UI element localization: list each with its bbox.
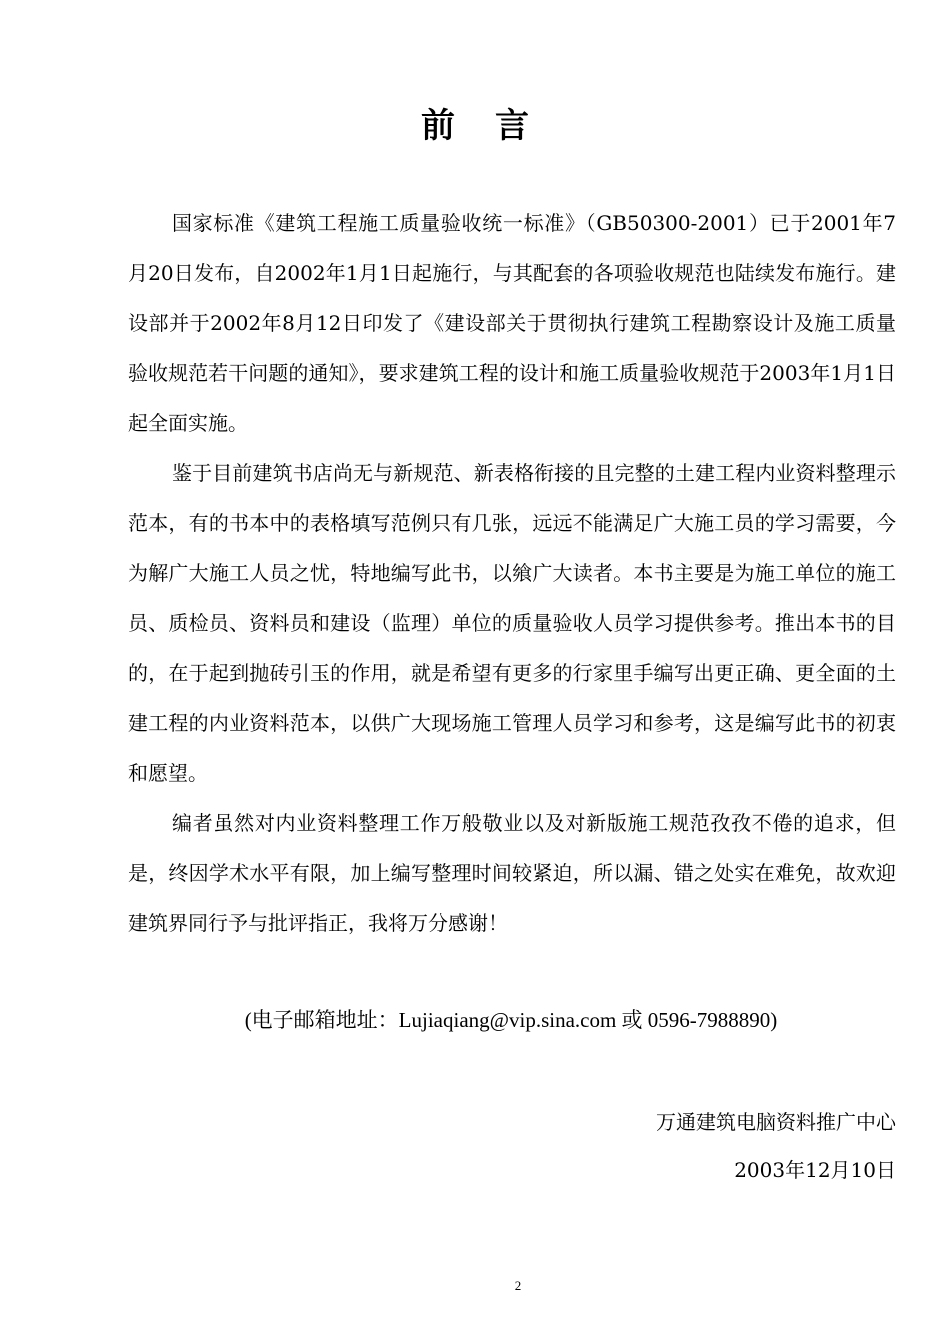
signature-date: 2003年12月10日 — [734, 1158, 896, 1182]
page-number: 2 — [514, 1278, 522, 1293]
paragraph-2: 鉴于目前建筑书店尚无与新规范、新表格衔接的且完整的土建工程内业资料整理示范本，有的书本中的表格填写范例只有几张，远远不能满足广大施工员的学习需要，今为解广大施工人员之忧，特地编写此书，以飨广大读者。本书主要是为施工单位的施工员、质检员、资料员和建设（监理）单位的质量验收人员学习提供参考。推出本书的目的，在于起到抛砖引玉的作用，就是希望有更多的行家里手编写出更正确、更全面的土建工程的内业资料范本，以供广大现场施工管理人员学习和参考，这是编写此书的初衷和愿望。 — [128, 461, 896, 785]
contact-info: (电子邮箱地址：Lujiaqiang@vip.sina.com 或 0596-7988890) — [244, 1008, 778, 1032]
page-title: 前言 — [421, 106, 569, 146]
paragraph-3: 编者虽然对内业资料整理工作万般敬业以及对新版施工规范孜孜不倦的追求，但是，终因学术水平有限，加上编写整理时间较紧迫，所以漏、错之处实在难免，故欢迎建筑界同行予与批评指正，我将万分感谢！ — [128, 811, 896, 935]
signature-organization: 万通建筑电脑资料推广中心 — [656, 1110, 896, 1134]
preface-body — [128, 198, 896, 948]
paragraph-1: 国家标准《建筑工程施工质量验收统一标准》（GB50300-2001）已于2001年7月20日发布，自2002年1月1日起施行，与其配套的各项验收规范也陆续发布施行。建设部并于2002年8月12日印发了《建设部关于贯彻执行建筑工程勘察设计及施工质量验收规范若干问题的通知》，要求建筑工程的设计和施工质量验收规范于2003年1月1日起全面实施。 — [128, 211, 896, 435]
